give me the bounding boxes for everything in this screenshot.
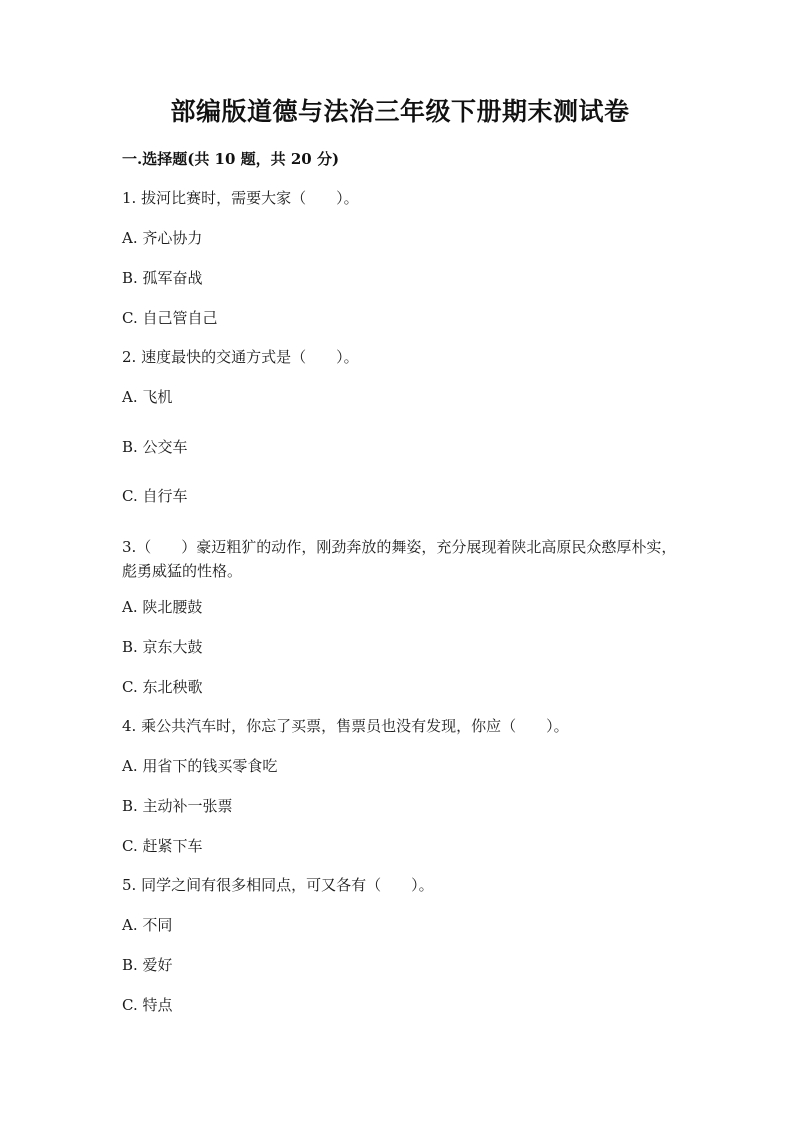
question-1-option-c: C. 自己管自己 xyxy=(122,309,218,327)
question-1-stem: 1. 拔河比赛时，需要大家（ ）。 xyxy=(122,189,359,207)
question-4-stem: 4. 乘公共汽车时，你忘了买票，售票员也没有发现，你应（ ）。 xyxy=(122,717,569,735)
question-3-option-a: A. 陕北腰鼓 xyxy=(122,598,203,616)
section-heading: 一.选择题(共 10 题，共 20 分) xyxy=(122,150,340,168)
question-1-option-b: B. 孤军奋战 xyxy=(122,269,203,287)
question-2-stem: 2. 速度最快的交通方式是（ ）。 xyxy=(122,348,359,366)
question-1-option-a: A. 齐心协力 xyxy=(122,229,203,247)
question-2-option-c: C. 自行车 xyxy=(122,487,188,505)
page-title: 部编版道德与法治三年级下册期末测试卷 xyxy=(170,97,630,126)
question-3-stem: 3.（ ）豪迈粗犷的动作，刚劲奔放的舞姿，充分展现着陕北高原民众憨厚朴实，彪勇威猛的性格。 xyxy=(122,538,677,580)
question-2-option-b: B. 公交车 xyxy=(122,438,188,456)
question-4-option-a: A. 用省下的钱买零食吃 xyxy=(122,757,278,775)
question-5-stem: 5. 同学之间有很多相同点，可又各有（ ）。 xyxy=(122,876,434,894)
question-5-option-c: C. 特点 xyxy=(122,996,173,1014)
question-5-option-a: A. 不同 xyxy=(122,916,173,934)
question-3-option-b: B. 京东大鼓 xyxy=(122,638,203,656)
question-4-option-c: C. 赶紧下车 xyxy=(122,837,203,855)
question-3-option-c: C. 东北秧歌 xyxy=(122,678,203,696)
question-5-option-b: B. 爱好 xyxy=(122,956,173,974)
question-2-option-a: A. 飞机 xyxy=(122,388,173,406)
question-4-option-b: B. 主动补一张票 xyxy=(122,797,233,815)
